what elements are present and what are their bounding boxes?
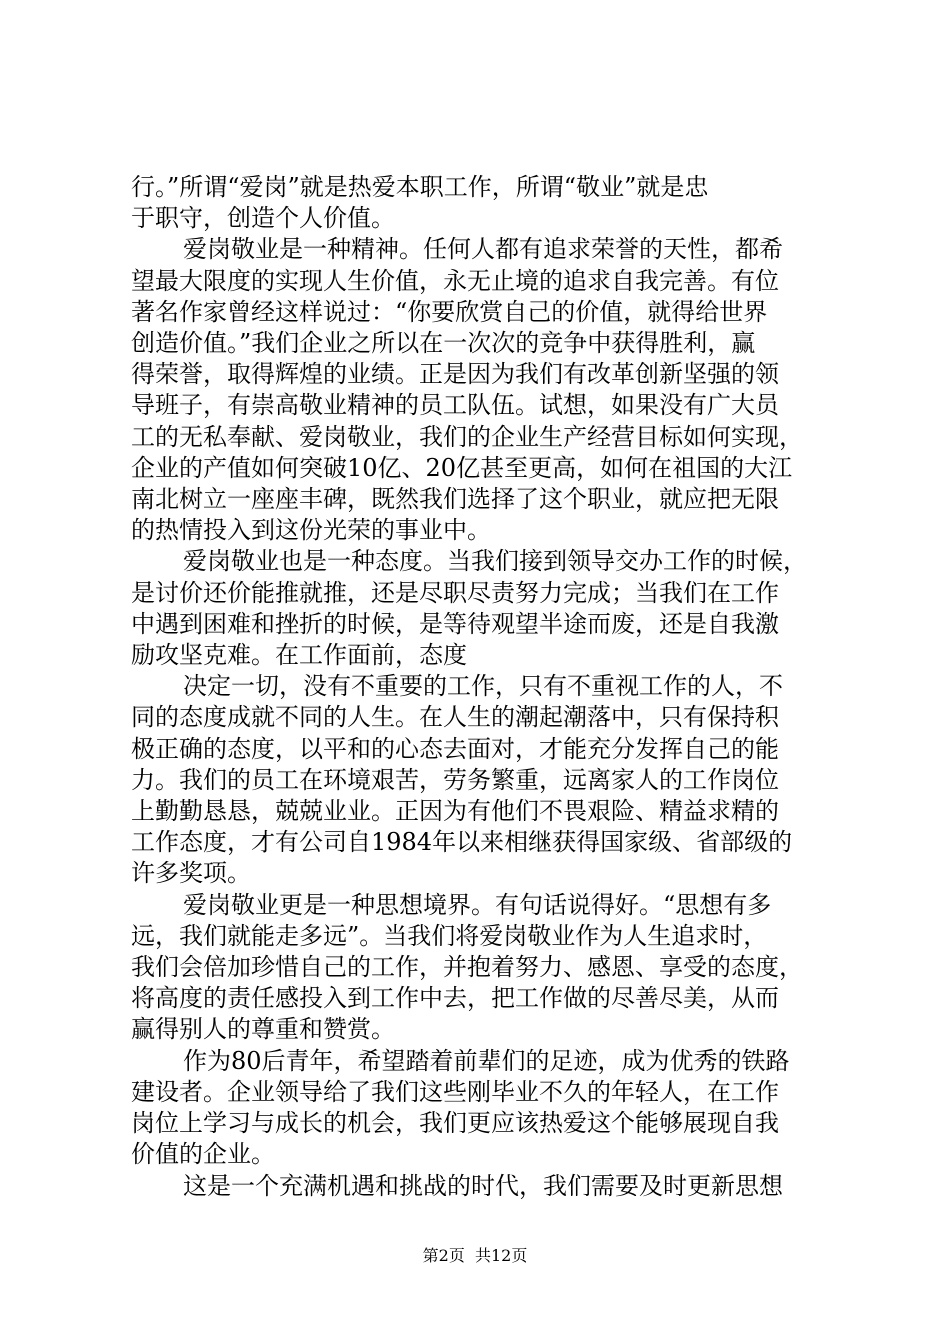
line-17: 决定一切，没有不重要的工作，只有不重视工作的人，不 <box>183 672 783 701</box>
line-1: 行。”所谓“爱岗”就是热爱本职工作，所谓“敬业”就是忠 <box>131 173 709 201</box>
line-24: 爱岗敬业更是一种思想境界。有句话说得好。“思想有多 <box>183 890 772 919</box>
line-8: 导班子，有崇高敬业精神的员工队伍。试想，如果没有广大员 <box>131 391 779 420</box>
line-27: 将高度的责任感投入到工作中去，把工作做的尽善尽美，从而 <box>131 984 779 1013</box>
line-12: 的热情投入到这份光荣的事业中。 <box>131 516 491 545</box>
line-31: 岗位上学习与成长的机会，我们更应该热爱这个能够展现自我 <box>131 1109 779 1138</box>
line-22: 工作态度，才有公司自1984年以来相继获得国家级、省部级的 <box>131 828 793 857</box>
line-10: 企业的产值如何突破10亿、20亿甚至更高，如何在祖国的大江 <box>131 453 793 482</box>
line-26: 我们会倍加珍惜自己的工作，并抱着努力、感恩、享受的态度， <box>131 953 803 982</box>
line-9: 工的无私奉献、爱岗敬业，我们的企业生产经营目标如何实现， <box>131 422 803 451</box>
line-18: 同的态度成就不同的人生。在人生的潮起潮落中，只有保持积 <box>131 703 779 732</box>
line-19: 极正确的态度，以平和的心态去面对，才能充分发挥自己的能 <box>131 734 779 763</box>
line-32: 价值的企业。 <box>131 1140 275 1169</box>
line-14: 是讨价还价能推就推，还是尽职尽责努力完成；当我们在工作 <box>131 578 779 607</box>
line-6: 创造价值。”我们企业之所以在一次次的竞争中获得胜利，赢 <box>131 329 756 358</box>
line-2: 于职守，创造个人价值。 <box>131 204 395 233</box>
line-25: 远，我们就能走多远”。当我们将爱岗敬业作为人生追求时， <box>131 921 768 950</box>
line-23: 许多奖项。 <box>131 859 251 888</box>
page-number-footer: 第2页 共12页 <box>422 1246 528 1265</box>
document-body <box>131 172 831 1202</box>
line-33: 这是一个充满机遇和挑战的时代，我们需要及时更新思想 <box>183 1171 783 1200</box>
line-7: 得荣誉，取得辉煌的业绩。正是因为我们有改革创新坚强的领 <box>131 360 779 389</box>
line-21: 上勤勤恳恳，兢兢业业。正因为有他们不畏艰险、精益求精的 <box>131 797 779 826</box>
line-29: 作为80后青年，希望踏着前辈们的足迹，成为优秀的铁路 <box>183 1046 790 1075</box>
line-15: 中遇到困难和挫折的时候，是等待观望半途而废，还是自我激 <box>131 609 779 638</box>
line-20: 力。我们的员工在环境艰苦，劳务繁重，远离家人的工作岗位 <box>131 765 779 794</box>
line-30: 建设者。企业领导给了我们这些刚毕业不久的年轻人，在工作 <box>131 1077 779 1106</box>
line-5: 著名作家曾经这样说过：“你要欣赏自己的价值，就得给世界 <box>131 297 768 326</box>
line-3: 爱岗敬业是一种精神。任何人都有追求荣誉的天性，都希 <box>183 235 783 264</box>
line-16: 励攻坚克难。在工作面前，态度 <box>131 641 467 670</box>
line-28: 赢得别人的尊重和赞赏。 <box>131 1015 395 1044</box>
line-11: 南北树立一座座丰碑，既然我们选择了这个职业，就应把无限 <box>131 485 779 514</box>
line-13: 爱岗敬业也是一种态度。当我们接到领导交办工作的时候， <box>183 547 807 576</box>
line-4: 望最大限度的实现人生价值，永无止境的追求自我完善。有位 <box>131 266 779 295</box>
